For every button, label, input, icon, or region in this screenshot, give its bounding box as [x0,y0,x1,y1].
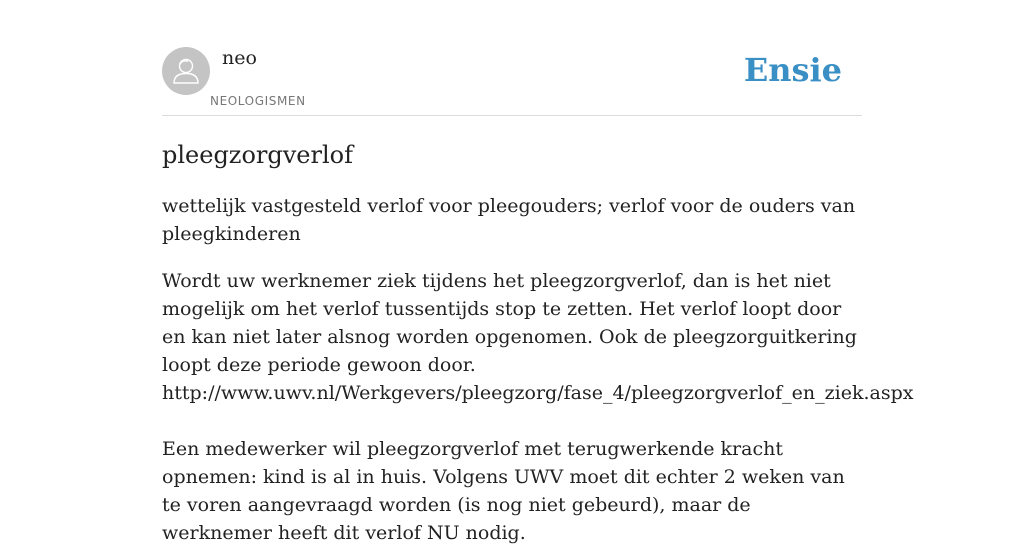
entry-definition: wettelijk vastgesteld verlof voor pleegouders; verlof voor de ouders van pleegkinderen [162,195,856,245]
entry-header [162,0,862,116]
avatar[interactable] [162,47,210,95]
brand-logo[interactable]: Ensie [743,51,842,89]
username[interactable]: neo [222,47,257,69]
page-container [162,0,914,544]
entry-body: Wordt uw werknemer ziek tijdens het pleegzorgverlof, dan is het niet mogelijk om het verlof tussentijds stop te zetten. Het verlof loopt door en kan niet later alsnog worden opgenomen. Ook de pleegzorguitkering loopt deze periode gewoon door. http://www.uwv.nl/Werkgevers/pleegzorg/fase_4/pleegzorgverlof_en_ziek.aspx Een medewerker wil pleegzorgverlof met terugwerkende kracht opnemen: kind is al in huis. Volgens UWV moet dit echter 2 weken van te voren aangevraagd worden (is nog niet gebeurd), maar de werknemer heeft dit verlof NU nodig. [162,270,914,544]
user-icon [162,47,210,95]
category-tag[interactable]: NEOLOGISMEN [210,94,306,108]
entry-title: pleegzorgverlof [162,141,353,169]
